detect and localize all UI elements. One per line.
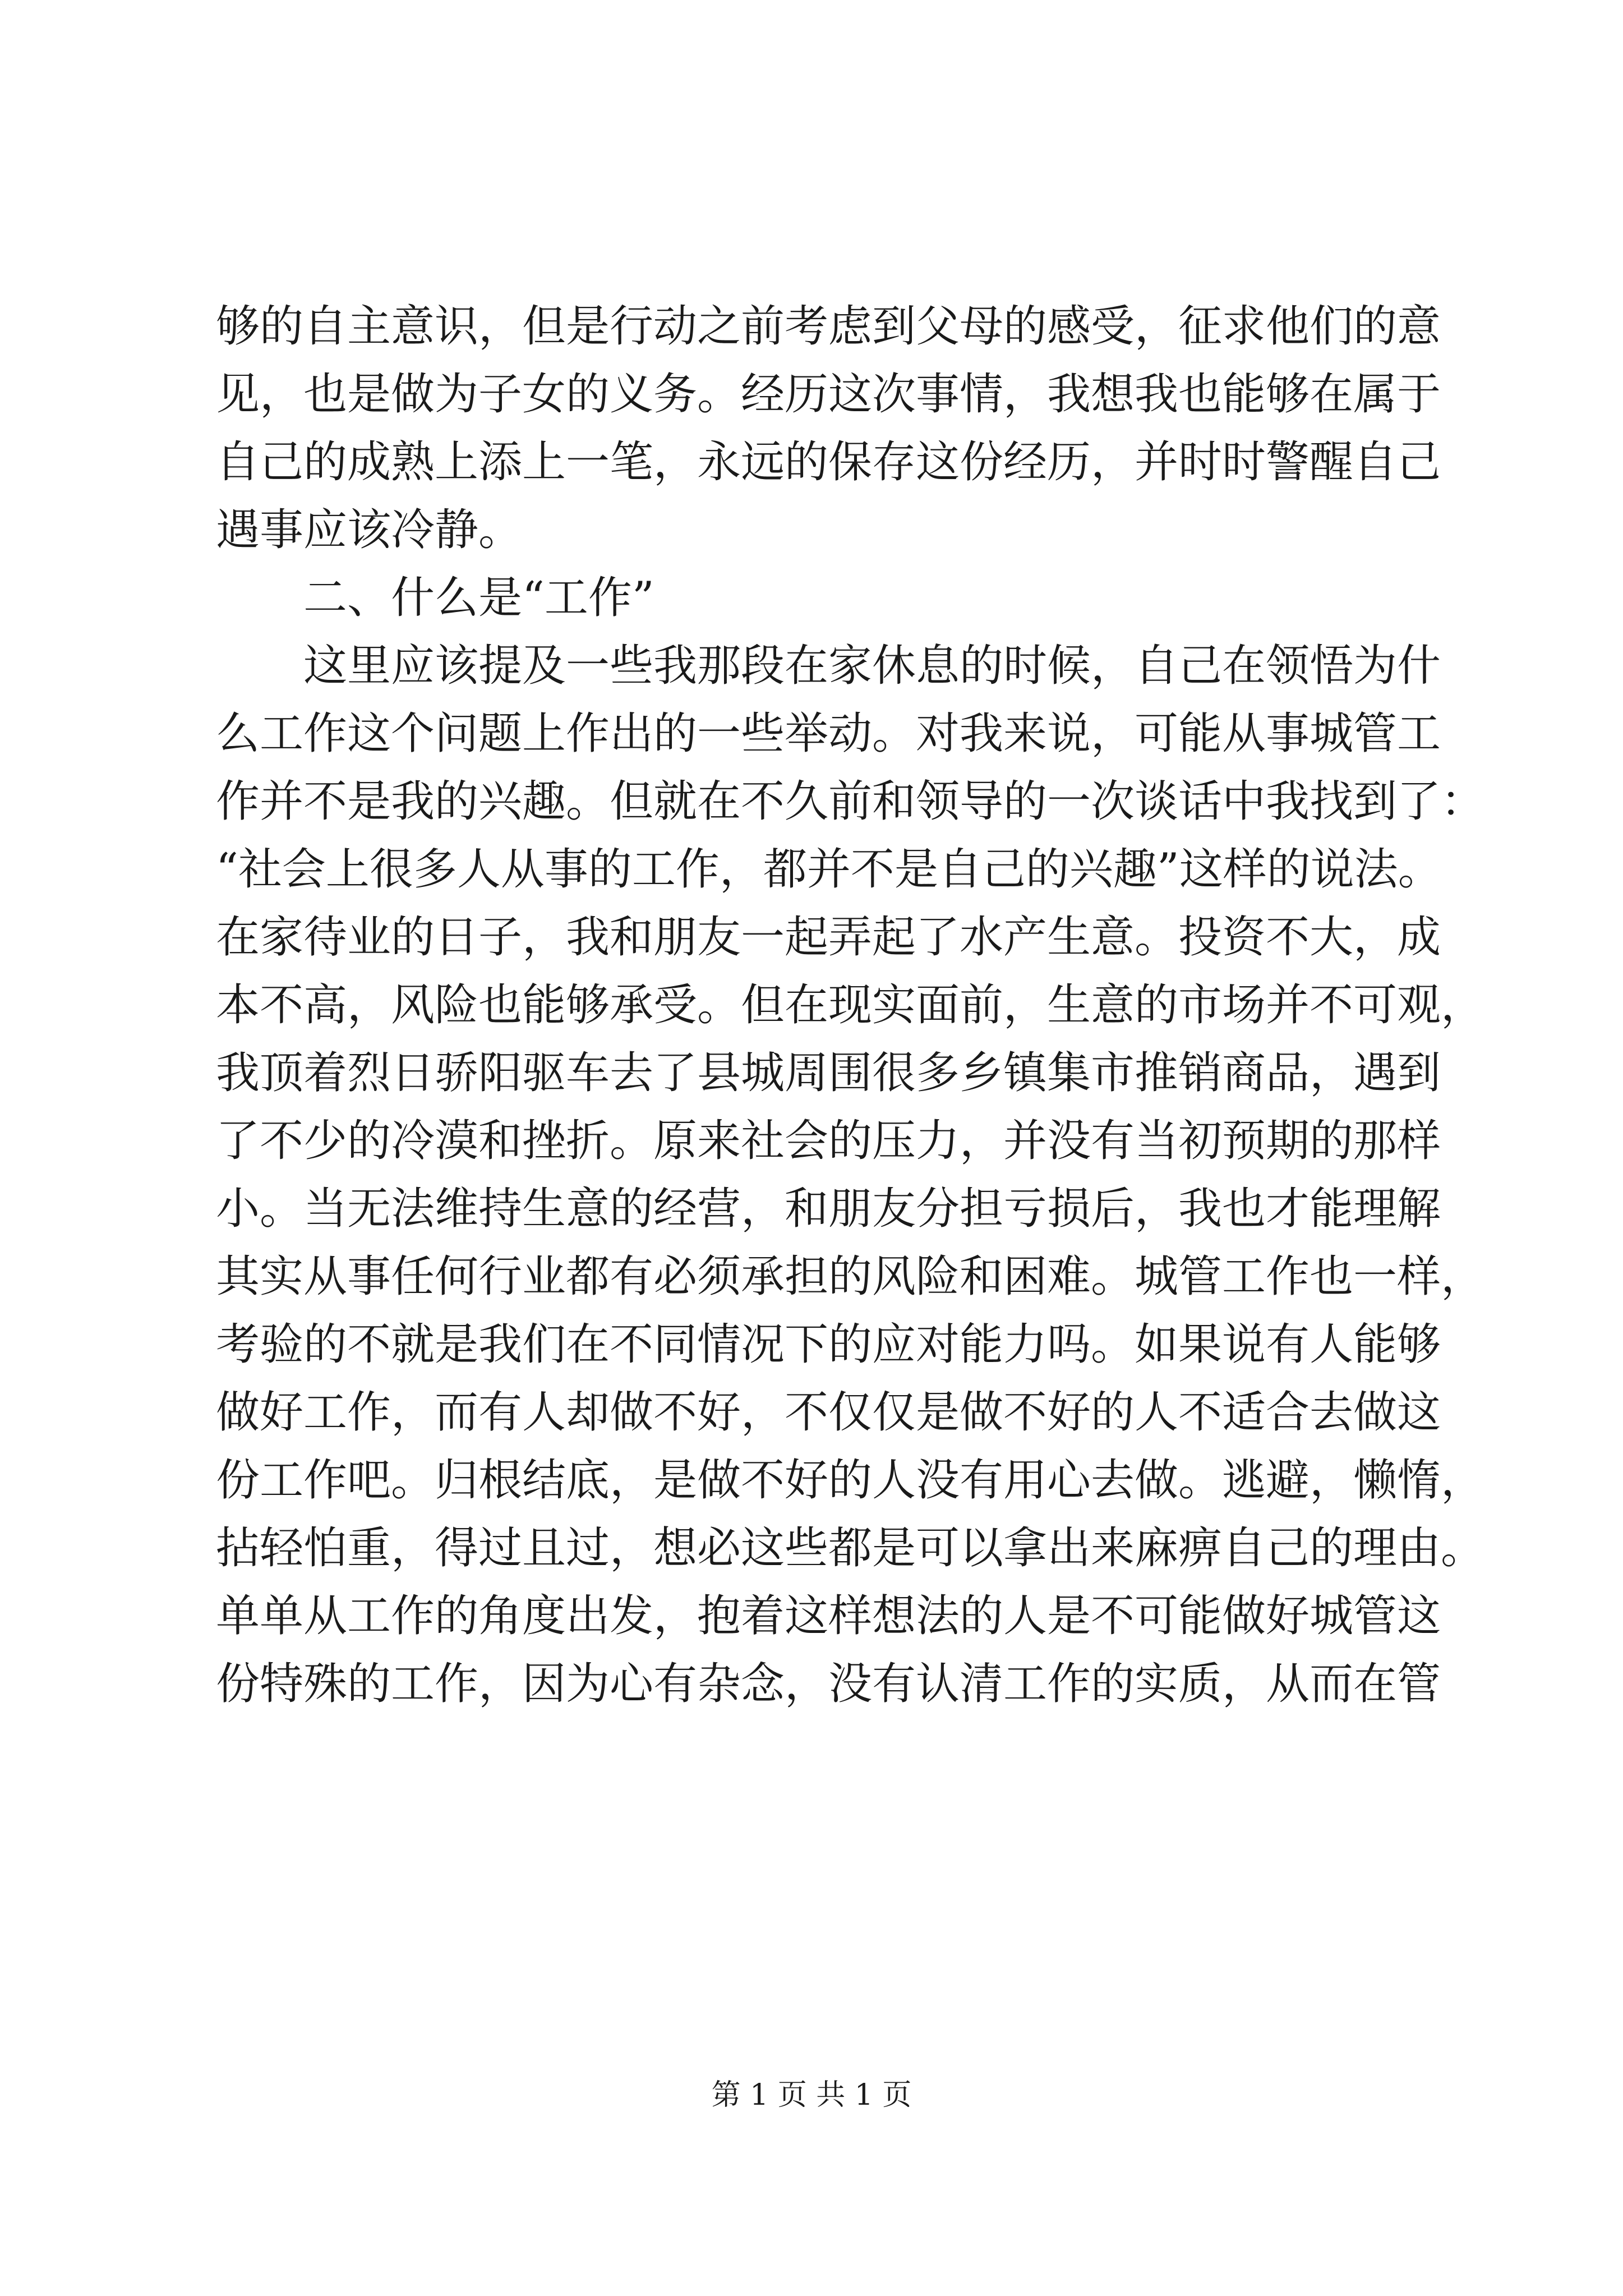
text-line: 单单从工作的角度出发，抱着这样想法的人是不可能做好城管这 <box>216 1591 1441 1641</box>
document-body <box>216 293 1485 1718</box>
text-line: 我顶着烈日骄阳驱车去了县城周围很多乡镇集市推销商品，遇到 <box>216 1048 1441 1098</box>
text-line: 考验的不就是我们在不同情况下的应对能力吗。如果说有人能够 <box>216 1319 1441 1370</box>
page-number: 第 1 页 共 1 页 <box>711 2078 912 2112</box>
text-line: 遇事应该冷静。 <box>216 505 523 555</box>
text-line: 在家待业的日子，我和朋友一起弄起了水产生意。投资不大，成 <box>216 912 1441 963</box>
text-line: 份工作吧。归根结底，是做不好的人没有用心去做。逃避，懒惰， <box>216 1455 1485 1506</box>
text-line: 自己的成熟上添上一笔，永远的保存这份经历，并时时警醒自己 <box>216 437 1441 487</box>
text-line: 其实从事任何行业都有必须承担的风险和困难。城管工作也一样， <box>216 1251 1485 1302</box>
text-line: 本不高，风险也能够承受。但在现实面前，生意的市场并不可观， <box>216 980 1485 1030</box>
text-line: 够的自主意识，但是行动之前考虑到父母的感受，征求他们的意 <box>216 301 1441 352</box>
text-line: 份特殊的工作，因为心有杂念，没有认清工作的实质，从而在管 <box>216 1659 1441 1709</box>
text-line: 么工作这个问题上作出的一些举动。对我来说，可能从事城管工 <box>216 708 1441 759</box>
text-line: 小。当无法维持生意的经营，和朋友分担亏损后，我也才能理解 <box>216 1184 1441 1234</box>
text-line: 拈轻怕重，得过且过，想必这些都是可以拿出来麻痹自己的理由。 <box>216 1523 1485 1573</box>
text-line: “社会上很多人从事的工作，都并不是自己的兴趣”这样的说法。 <box>216 844 1442 895</box>
text-line: 见，也是做为子女的义务。经历这次事情，我想我也能够在属于 <box>216 369 1441 420</box>
text-line: 这里应该提及一些我那段在家休息的时候，自己在领悟为什 <box>303 641 1441 691</box>
page-footer <box>0 2076 1623 2115</box>
text-line: 作并不是我的兴趣。但就在不久前和领导的一次谈话中我找到了： <box>216 776 1485 827</box>
text-line: 做好工作，而有人却做不好，不仅仅是做不好的人不适合去做这 <box>216 1387 1441 1438</box>
text-line: 了不少的冷漠和挫折。原来社会的压力，并没有当初预期的那样 <box>216 1116 1441 1166</box>
section-heading: 二、什么是“工作” <box>303 573 654 623</box>
